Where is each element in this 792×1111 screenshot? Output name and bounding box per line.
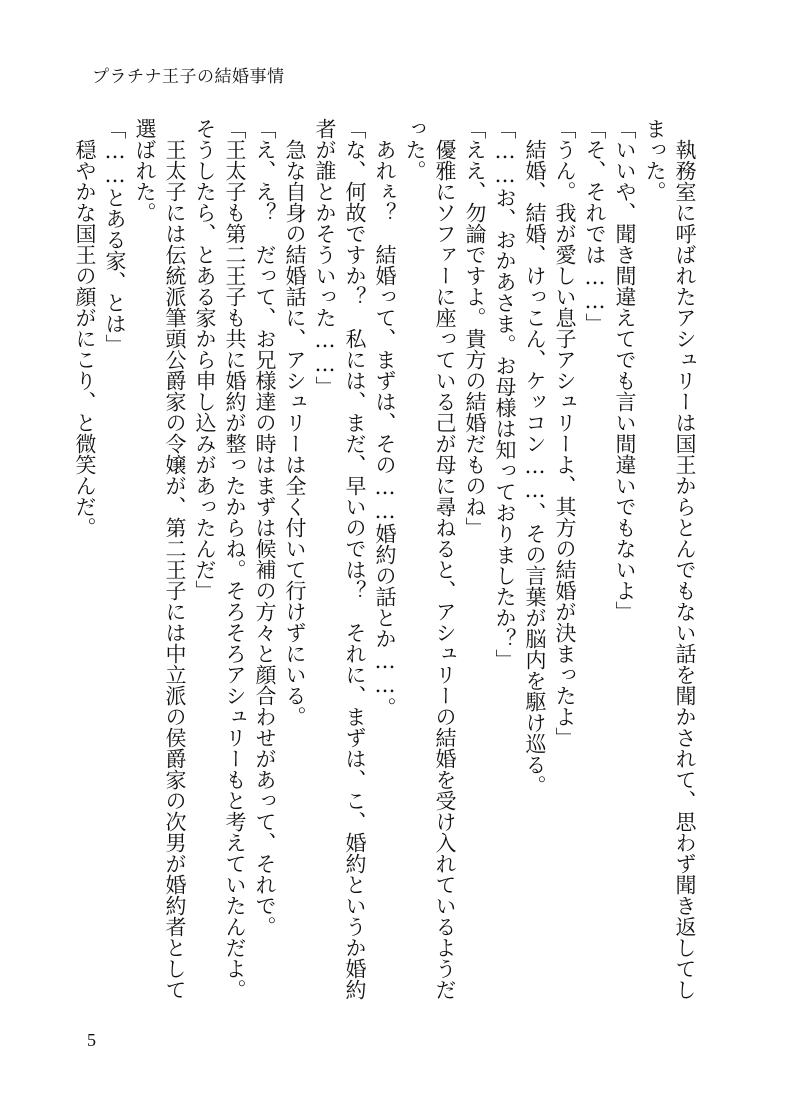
paragraph: 「うん。我が愛しい息子アシュリーよ、其方の結婚が決まったよ」 [553, 118, 577, 748]
paragraph: 執務室に呼ばれたアシュリーは国王からとんでもない話を聞かされて、思わず聞き返してしまった。 [643, 118, 697, 1000]
paragraph: 「な、何故ですか？ 私には、まだ、早いのでは？ それに、まずは、こ、婚約というか婚約者が誰とかそういった……」 [313, 118, 367, 1000]
running-header-title: プラチナ王子の結婚事情 [92, 67, 285, 87]
paragraph: 穏やかな国王の顔がにこり、と微笑んだ。 [73, 118, 97, 538]
paragraph: 「王太子も第二王子も共に婚約が整ったからね。そろそろアシュリーもと考えていたんだよ。そうしたら、とある家から申し込みがあったんだ」 [193, 118, 247, 1000]
paragraph: 急な自身の結婚話に、アシュリーは全く付いて行けずにいる。 [283, 118, 307, 727]
paragraph: 「いいや、聞き間違えてでも言い間違いでもないよ」 [613, 118, 637, 622]
paragraph: 王太子には伝統派筆頭公爵家の令嬢が、第二王子には中立派の侯爵家の次男が婚約者として選ばれた。 [133, 118, 187, 1000]
paragraph: あれぇ？ 結婚って、まずは、その……婚約の話とか……。 [373, 118, 397, 718]
paragraph: 優雅にソファーに座っている己が母に尋ねると、アシュリーの結婚を受け入れているようだった。 [403, 118, 457, 1000]
vertical-text-body [70, 118, 700, 1018]
paragraph: 「そ、それでは……」 [583, 118, 607, 334]
page-number: 5 [87, 1030, 96, 1050]
paragraph: 「……とある家、とは」 [103, 118, 127, 355]
paragraph: 「え、え？ だって、お兄様達の時はまずは候補の方々と顔合わせがあって、それで。 [253, 118, 277, 937]
paragraph: 「ええ、勿論ですよ。貴方の結婚だものね」 [463, 118, 487, 538]
paragraph: 「……お、おかあさま。お母様は知っておりましたか？」 [493, 118, 517, 670]
paragraph: 結婚、結婚、けっこん、ケッコン……、その言葉が脳内を駆け巡る。 [523, 118, 547, 796]
